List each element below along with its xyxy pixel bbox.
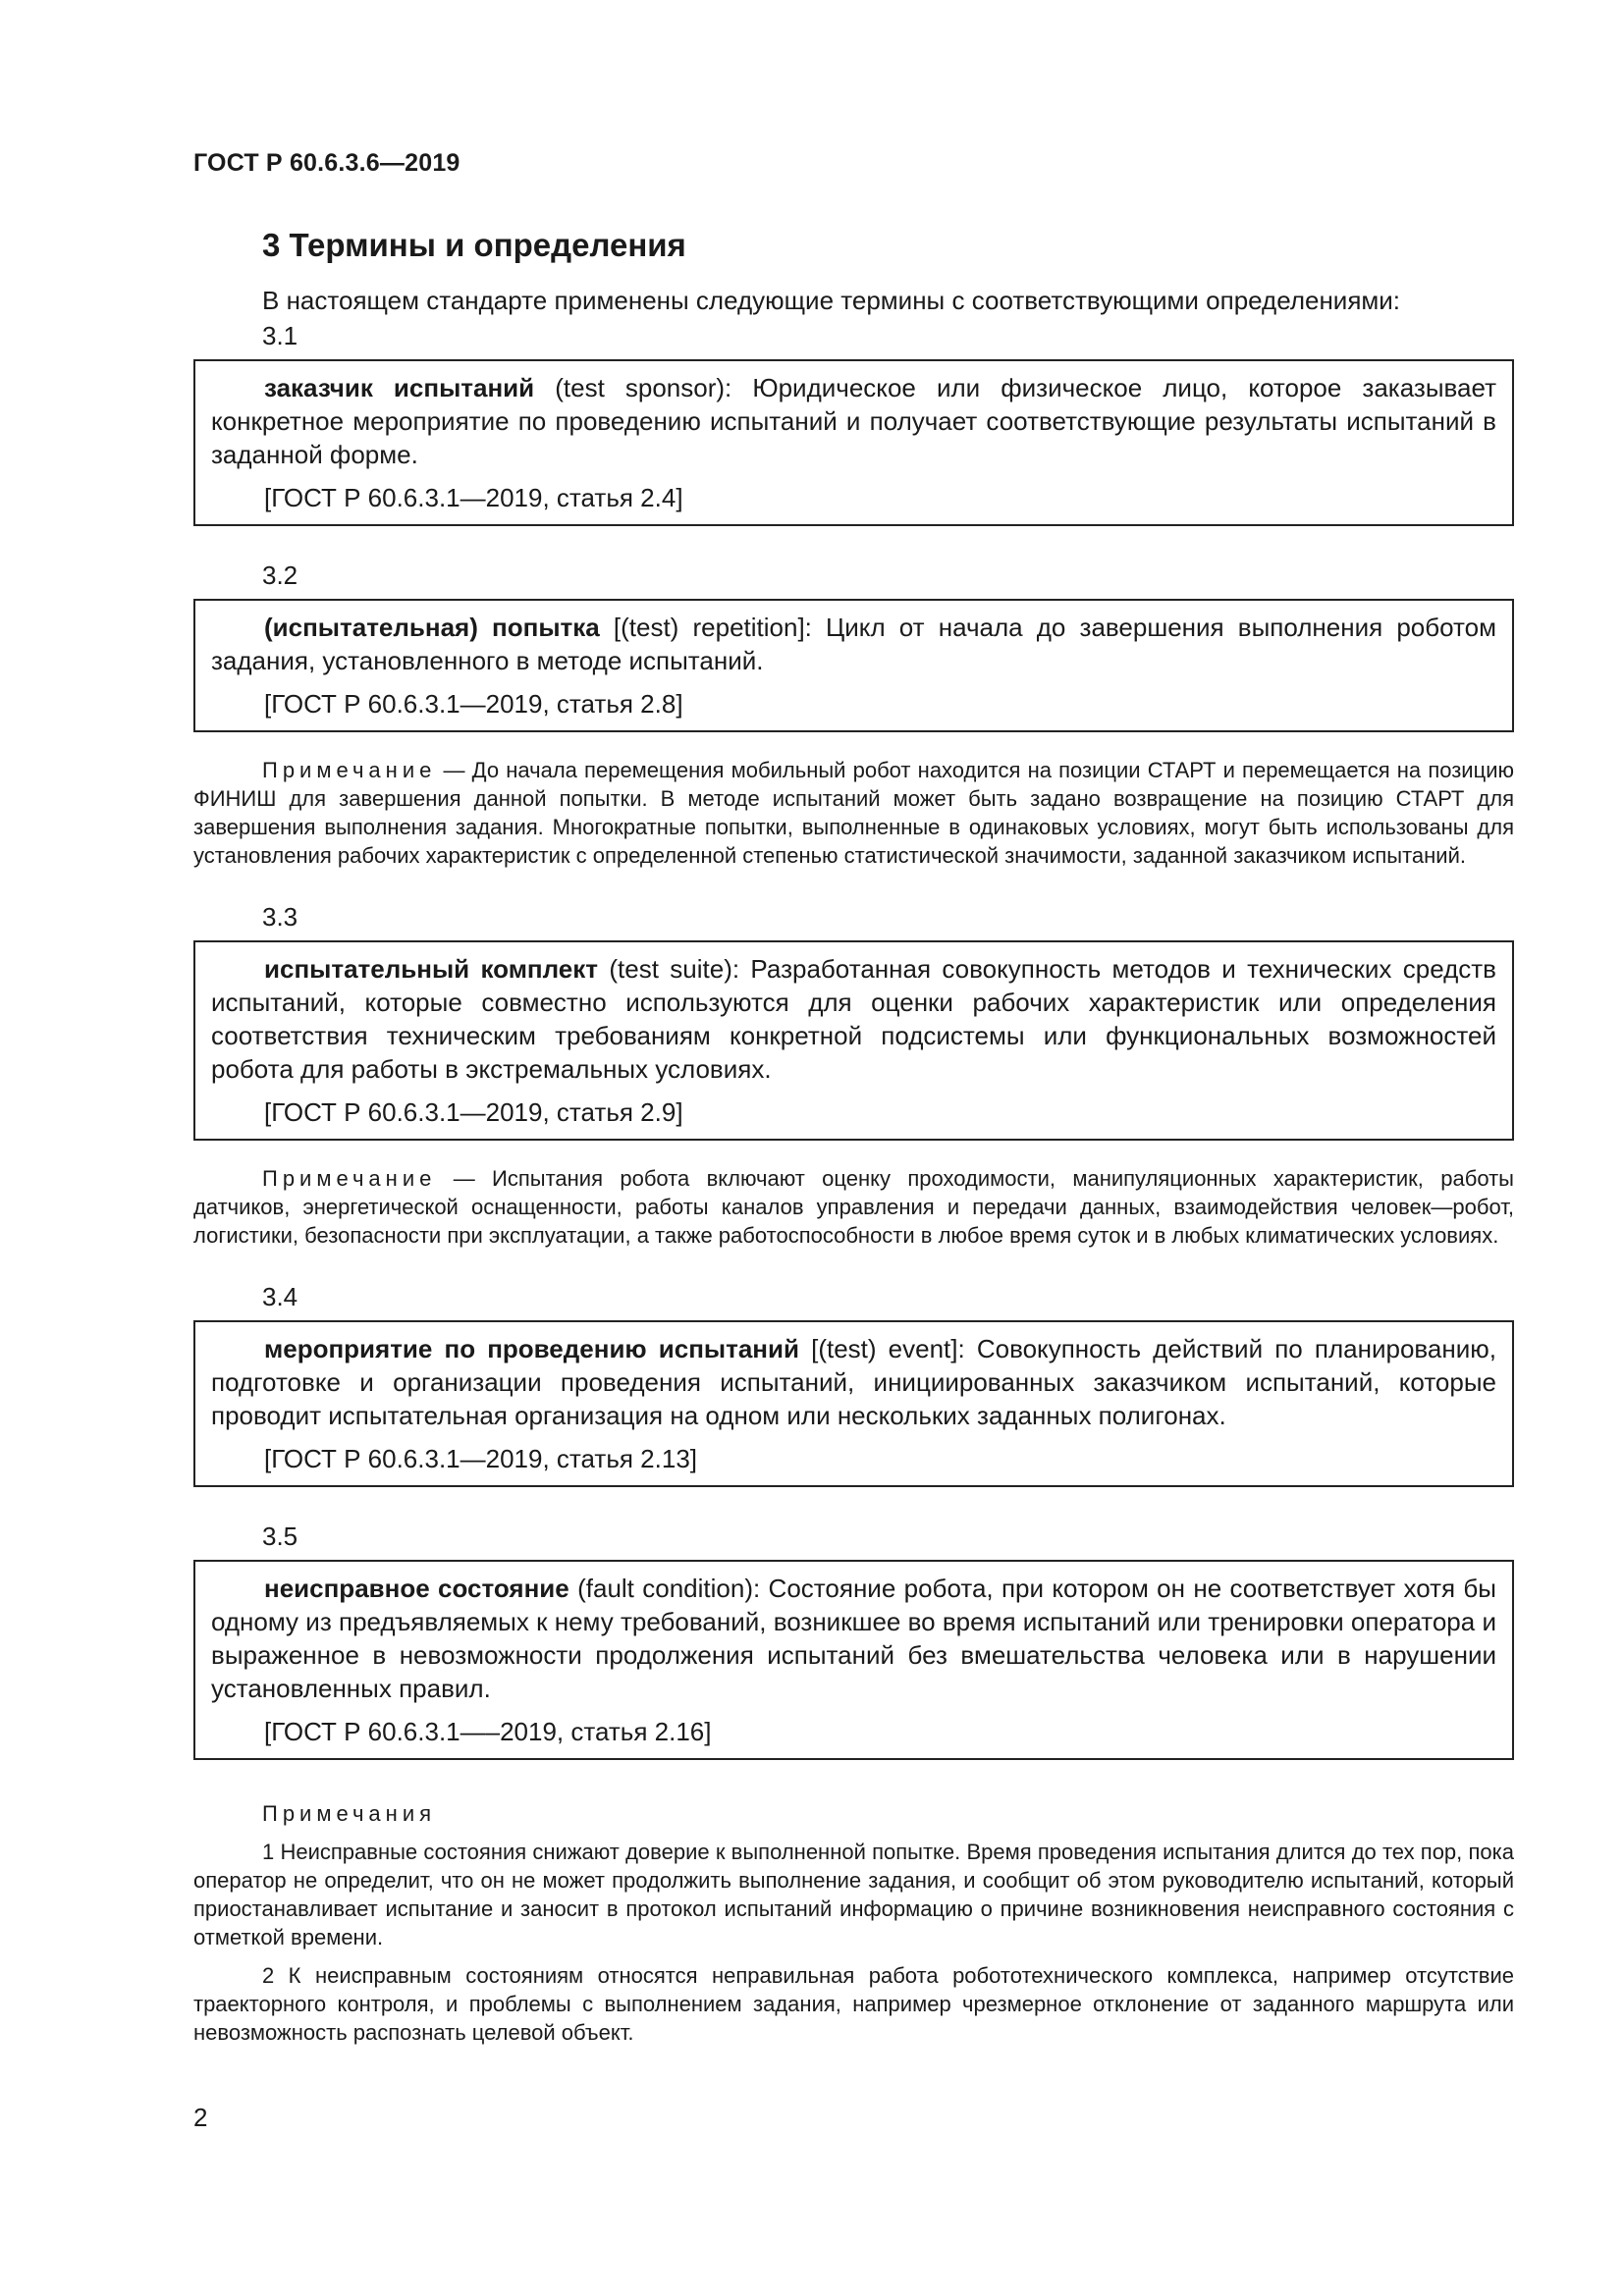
term-number: 3.2 (262, 561, 298, 590)
note (193, 756, 1514, 870)
term-name: неисправное состояние (264, 1574, 569, 1603)
note-item: 2 К неисправным состояниям относятся неправильная работа робототехнического комплекса, например отсутствие траекторного контроля, и проблемы с выполнением задания, например чрезмерное отклонение от заданного маршрута или невозможность распознать целевой объект. (193, 1963, 1514, 2045)
term-reference: [ГОСТ Р 60.6.3.1—2019, статья 2.13] (264, 1444, 697, 1473)
term-definition (211, 952, 1496, 1086)
term-box (193, 1320, 1514, 1487)
note-label: Примечание (262, 758, 437, 782)
term-reference: [ГОСТ Р 60.6.3.1—–2019, статья 2.16] (264, 1717, 712, 1746)
term-number: 3.4 (262, 1282, 298, 1311)
term-definition (211, 1332, 1496, 1432)
document-content (193, 222, 1514, 2047)
term-text: (test sponsor): Юридическое или физическое лицо, которое заказывает конкретное мероприятие по проведению испытаний и получает соответствующие результаты испытаний в заданной форме. (211, 373, 1496, 469)
document-header: ГОСТ Р 60.6.3.6—2019 (193, 149, 460, 177)
notes-heading: Примечания (262, 1801, 437, 1826)
term-box (193, 940, 1514, 1141)
section-title: 3 Термины и определения (262, 227, 686, 263)
term-text: [(test) repetition]: Цикл от начала до завершения выполнения роботом задания, установленного в методе испытаний. (211, 613, 1496, 675)
term-name: мероприятие по проведению испытаний (264, 1334, 799, 1363)
note-item: 1 Неисправные состояния снижают доверие к выполненной попытке. Время проведения испытания длится до тех пор, пока оператор не определит, что он не может продолжить выполнение задания, и сообщит об этом руководителю испытаний, который приостанавливает испытание и заносит в протокол испытаний информацию о причине возникновения неисправного состояния с отметкой времени. (193, 1840, 1514, 1949)
term-text: [(test) event]: Совокупность действий по планированию, подготовке и организации проведения испытаний, инициированных заказчиком испытаний, которые проводит испытательная организация на одном или нескольких заданных полигонах. (211, 1334, 1496, 1430)
term-box (193, 1560, 1514, 1760)
term-definition (211, 611, 1496, 677)
term-definition (211, 1572, 1496, 1705)
term-box (193, 359, 1514, 526)
term-name: (испытательная) попытка (264, 613, 600, 642)
term-number: 3.5 (262, 1522, 298, 1551)
term-number: 3.1 (262, 321, 298, 350)
term-box (193, 599, 1514, 732)
note-label: Примечание (262, 1166, 437, 1191)
page-number: 2 (193, 2103, 208, 2132)
term-text: (test suite): Разработанная совокупность методов и технических средств испытаний, которые совместно используются для оценки рабочих характеристик или определения соответствия техническим требованиям конкретной подсистемы или функциональных возможностей робота для работы в экстремальных условиях. (211, 954, 1496, 1084)
term-name: заказчик испытаний (264, 373, 535, 402)
term-number: 3.3 (262, 902, 298, 932)
note-text: — Испытания робота включают оценку проходимости, манипуляционных характеристик, работы датчиков, энергетической оснащенности, работы каналов управления и передачи данных, взаимодействия человек—робот, логистики, безопасности при эксплуатации, а также работоспособности в любое время суток и в любых климатических условиях. (193, 1166, 1514, 1248)
note (193, 1164, 1514, 1250)
term-name: испытательный комплект (264, 954, 599, 984)
section-intro: В настоящем стандарте применены следующие термины с соответствующими определениями: (262, 286, 1401, 315)
term-definition (211, 371, 1496, 471)
term-reference: [ГОСТ Р 60.6.3.1—2019, статья 2.9] (264, 1097, 683, 1127)
note-text: — До начала перемещения мобильный робот находится на позиции СТАРТ и перемещается на позицию ФИНИШ для завершения данной попытки. В методе испытаний может быть задано возвращение на позицию СТАРТ для завершения выполнения задания. Многократные попытки, выполненные в одинаковых условиях, могут быть использованы для установления рабочих характеристик с определенной степенью статистической значимости, заданной заказчиком испытаний. (193, 758, 1514, 868)
term-reference: [ГОСТ Р 60.6.3.1—2019, статья 2.8] (264, 689, 683, 719)
term-reference: [ГОСТ Р 60.6.3.1—2019, статья 2.4] (264, 483, 683, 512)
term-text: (fault condition): Состояние робота, при котором он не соответствует хотя бы одному из предъявляемых к нему требований, возникшее во время испытаний или тренировки оператора и выраженное в невозможности продолжения испытаний без вмешательства человека или в нарушении установленных правил. (211, 1574, 1496, 1703)
